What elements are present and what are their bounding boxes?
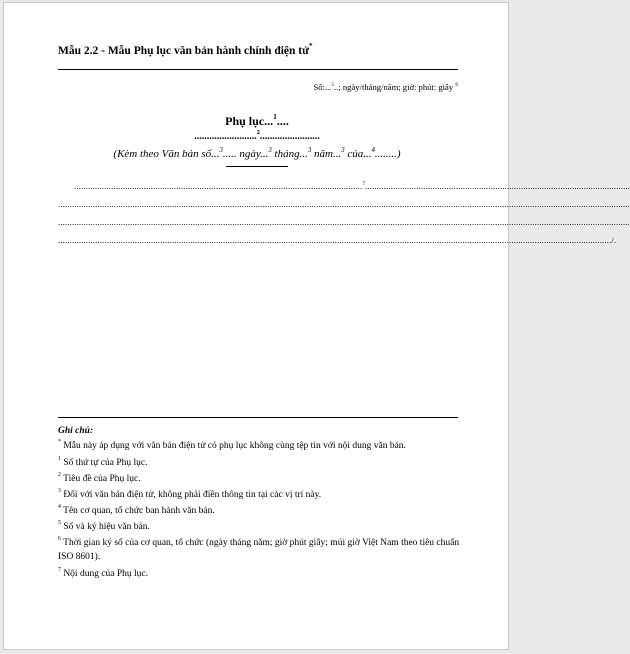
note-item: $^4$ Tên cơ quan, tổ chức ban hành văn bản. (58, 504, 215, 516)
note-item: $^3$ Đối với văn bản điện tử, không phải điền thông tin tại các vị trí này. (58, 488, 322, 500)
appendix-title: Phụ lục...$^1$.... (225, 112, 289, 128)
attach-underline (226, 166, 288, 167)
note-item: $^6$ Thời gian ký số của cơ quan, tổ chức (ngày tháng năm; giờ phút giây; múi giờ Việt Nam theo tiêu chuẩn ISO 8601). (58, 536, 460, 562)
content-line-2: ...................................................................................................................................................................................................................................................... (58, 199, 630, 209)
notes-label: Ghi chú: (58, 426, 94, 436)
attached-to-document-line: (Kèm theo Văn bản số...$^3$..... ngày...$^3$ tháng...$^3$ năm...$^3$ của...$^4$........) (113, 146, 401, 160)
note-item: $^2$ Tiêu đề của Phụ lục. (58, 472, 141, 484)
header-divider (58, 69, 458, 70)
content-line-1: ............................................................................................................................$^7$.................................................................................................................. (74, 180, 630, 191)
content-line-3: ...................................................................................................................................................................................................................................................... (58, 217, 630, 227)
document-number-timestamp: Số:...$^5$..; ngày/tháng/năm; giờ: phút: giây $^6$ (313, 81, 458, 92)
document-page (3, 2, 630, 650)
form-title: Mẫu 2.2 - Mẫu Phụ lục văn bản hành chính điện tử* (58, 42, 313, 57)
notes-divider (58, 417, 458, 418)
content-line-4: ............................................................................................................................................................................................................................................../. (58, 235, 617, 245)
note-item: $^5$ Số và ký hiệu văn bản. (58, 520, 150, 532)
appendix-subtitle: .........................$^2$........................ (194, 129, 320, 142)
title-footnote-mark: * (309, 42, 313, 51)
note-item: $^1$ Số thứ tự của Phụ lục. (58, 456, 148, 468)
note-item: $^7$ Nội dung của Phụ lục. (58, 567, 149, 579)
note-item: * Mẫu này áp dụng với văn bản điện tử có phụ lục không cùng tệp tin với nội dung văn bản. (58, 439, 406, 451)
